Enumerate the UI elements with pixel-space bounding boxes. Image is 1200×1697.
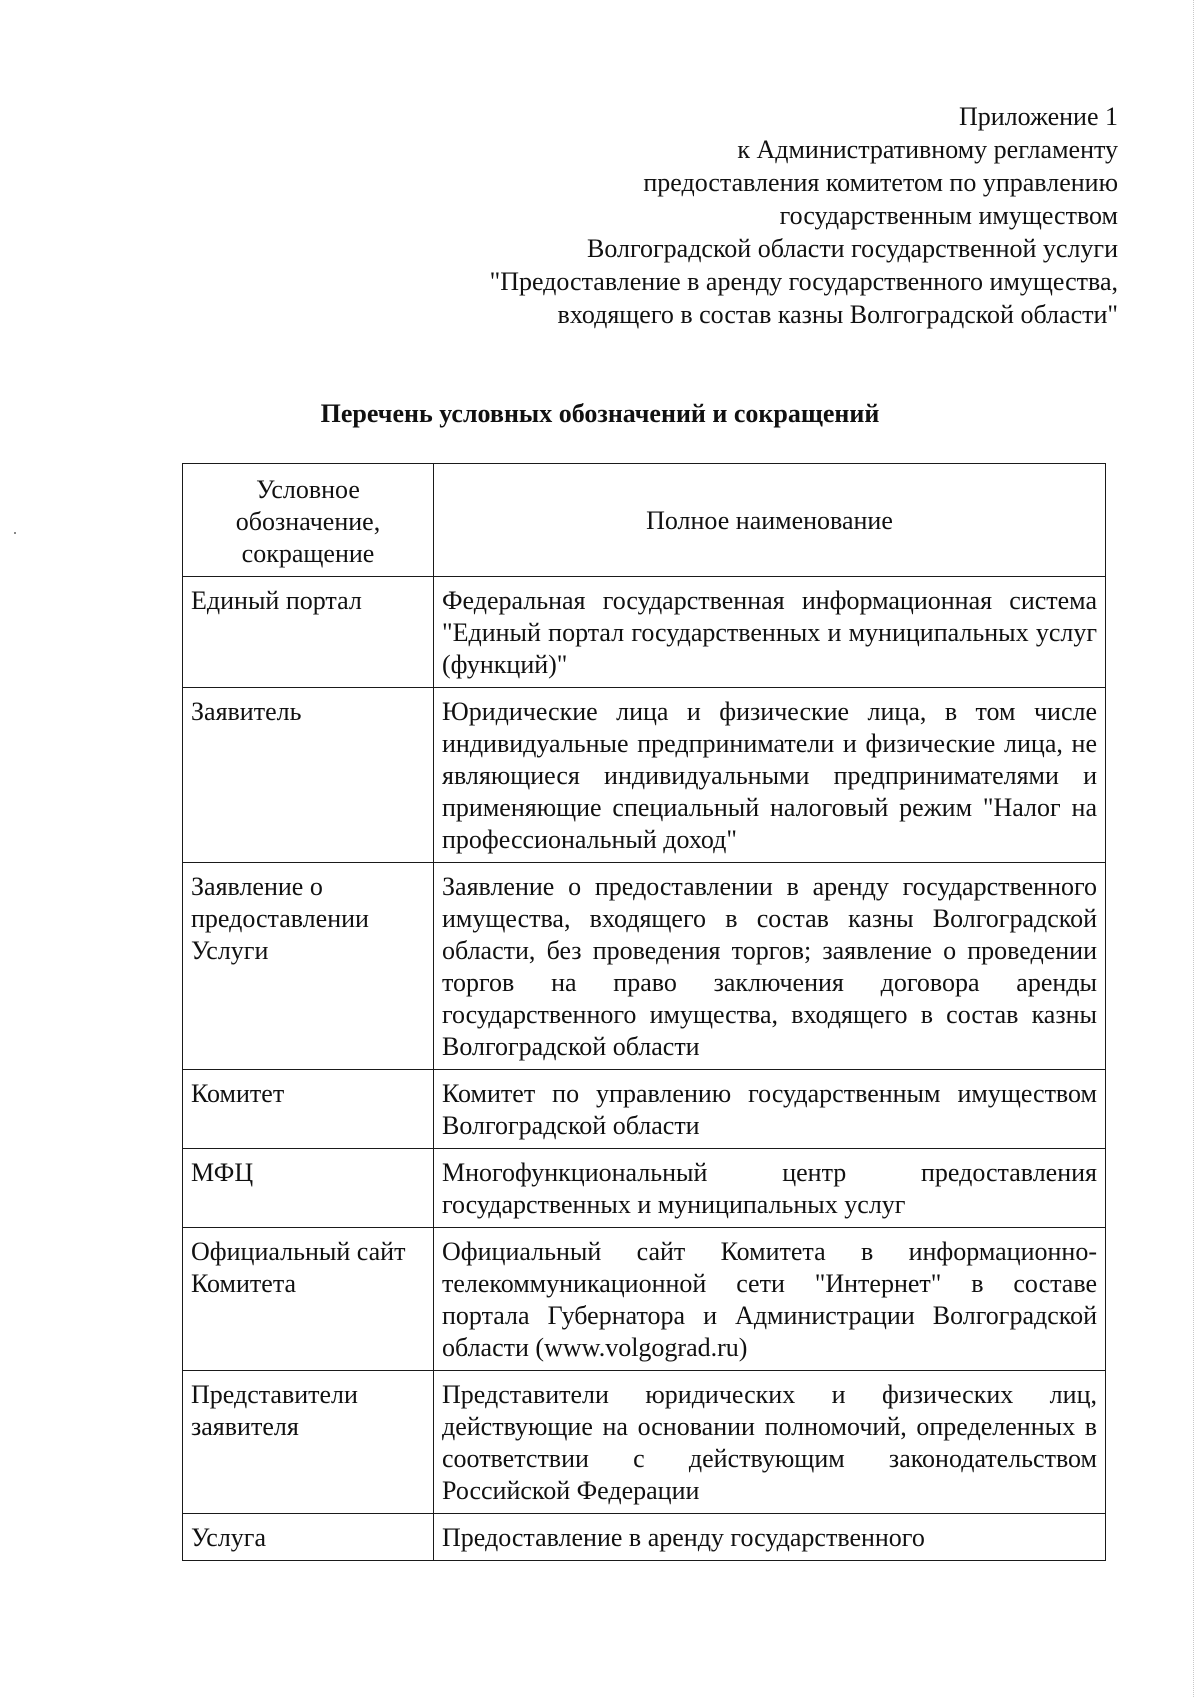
column-header-term: Условное обозначение, сокращение <box>183 464 434 577</box>
table-row <box>183 1514 1106 1561</box>
table-row <box>183 1371 1106 1514</box>
term-cell: Комитет <box>183 1070 434 1149</box>
table-row <box>183 1070 1106 1149</box>
full-name-cell: Федеральная государственная информационная система "Единый портал государственных и муниципальных услуг (функций)" <box>434 577 1106 688</box>
appendix-header <box>490 100 1118 331</box>
header-line: Волгоградской области государственной услуги <box>587 234 1118 263</box>
header-line: Приложение 1 <box>958 102 1118 131</box>
full-name-cell: Многофункциональный центр предоставления государственных и муниципальных услуг <box>434 1149 1106 1228</box>
table-header-row <box>183 464 1106 577</box>
full-name-cell: Представители юридических и физических лиц, действующие на основании полномочий, определенных в соответствии с действующим законодательством Российской Федерации <box>434 1371 1106 1514</box>
table-row <box>183 863 1106 1070</box>
table-row <box>183 577 1106 688</box>
abbreviations-table <box>182 463 1106 1561</box>
header-line: входящего в состав казны Волгоградской области" <box>557 300 1118 329</box>
header-line: предоставления комитетом по управлению <box>643 168 1118 197</box>
term-cell: МФЦ <box>183 1149 434 1228</box>
table-row <box>183 1149 1106 1228</box>
full-name-cell: Заявление о предоставлении в аренду государственного имущества, входящего в состав казны Волгоградской области, без проведения торгов; заявление о проведении торгов на право заключения договора аренды государственного имущества, входящего в состав казны Волгоградской области <box>434 863 1106 1070</box>
full-name-cell: Предоставление в аренду государственного <box>434 1514 1106 1561</box>
term-cell: Заявление о предоставлении Услуги <box>183 863 434 1070</box>
header-line: государственным имуществом <box>779 201 1118 230</box>
scan-speck <box>14 532 16 534</box>
full-name-cell: Юридические лица и физические лица, в том числе индивидуальные предприниматели и физические лица, не являющиеся индивидуальными предпринимателями и применяющие специальный налоговый режим "Налог на профессиональный доход" <box>434 688 1106 863</box>
scan-edge-line <box>1192 0 1194 1697</box>
term-cell: Заявитель <box>183 688 434 863</box>
column-header-full-name: Полное наименование <box>434 464 1106 577</box>
table-row <box>183 1228 1106 1371</box>
term-cell: Услуга <box>183 1514 434 1561</box>
term-cell: Представители заявителя <box>183 1371 434 1514</box>
document-title: Перечень условных обозначений и сокращений <box>320 399 880 428</box>
term-cell: Официальный сайт Комитета <box>183 1228 434 1371</box>
table-row <box>183 688 1106 863</box>
header-line: к Административному регламенту <box>737 135 1118 164</box>
full-name-cell: Официальный сайт Комитета в информационно-телекоммуникационной сети "Интернет" в составе портала Губернатора и Администрации Волгоградской области (www.volgograd.ru) <box>434 1228 1106 1371</box>
term-cell: Единый портал <box>183 577 434 688</box>
full-name-cell: Комитет по управлению государственным имуществом Волгоградской области <box>434 1070 1106 1149</box>
header-line: "Предоставление в аренду государственного имущества, <box>489 267 1118 296</box>
